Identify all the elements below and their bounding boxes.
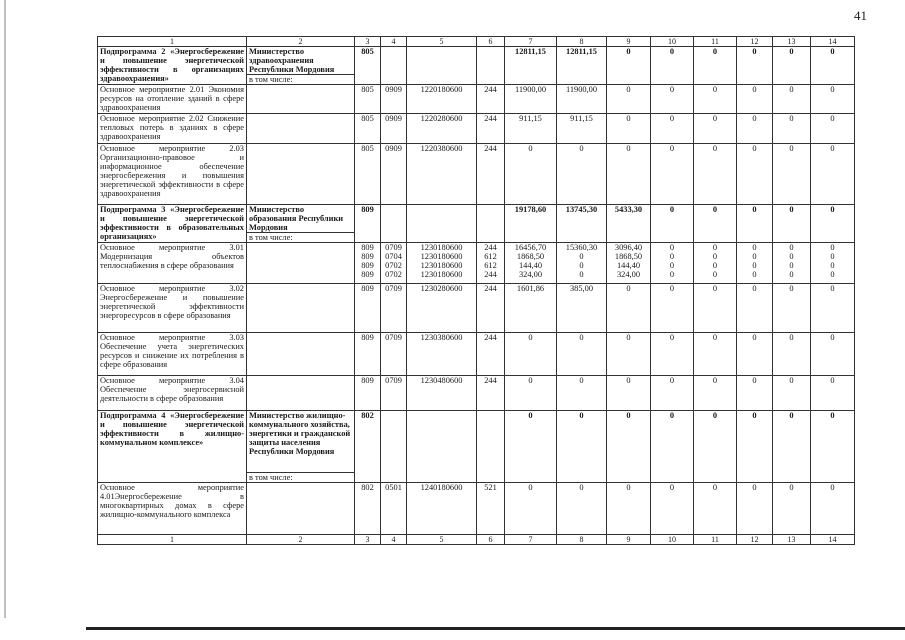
column-number-cell: 8 — [557, 535, 607, 545]
value-col-12: 0 — [737, 376, 773, 411]
value-col-10: 0 — [651, 284, 694, 333]
value-col-5 — [407, 411, 477, 483]
value-col-5: 1220380600 — [407, 144, 477, 205]
value-col-3: 805 — [355, 144, 381, 205]
value-col-5: 1230480600 — [407, 376, 477, 411]
column-number-cell: 6 — [477, 535, 505, 545]
value-col-8: 0 — [557, 483, 607, 535]
column-number-cell: 3 — [355, 535, 381, 545]
value-col-11: 0 — [694, 47, 737, 85]
value-col-7: 911,15 — [505, 114, 557, 144]
activity-name: Основное мероприятие 4.01Энергосбережение в многоквартирных домах в сфере жилищно-коммунального комплекса — [98, 483, 247, 535]
activity-name: Основное мероприятие 2.02 Снижение тепловых потерь в зданиях в сфере здравоохранения — [98, 114, 247, 144]
value-col-9: 0 — [607, 85, 651, 114]
value-col-4: 0501 — [381, 483, 407, 535]
column-number-cell: 4 — [381, 535, 407, 545]
value-col-6: 244 — [477, 333, 505, 376]
value-col-10: 0 — [651, 411, 694, 483]
value-col-14: 0 — [811, 47, 855, 85]
value-col-7: 11900,00 — [505, 85, 557, 114]
value-col-8: 15360,30 0 0 0 — [557, 243, 607, 284]
column-number-cell: 1 — [98, 37, 247, 47]
value-col-12: 0 — [737, 333, 773, 376]
activity-name: Основное мероприятие 3.01 Модернизация объектов теплоснабжения в сфере образования — [98, 243, 247, 284]
value-col-13: 0 0 0 0 — [773, 243, 811, 284]
value-col-5 — [407, 47, 477, 85]
column-number-cell: 7 — [505, 37, 557, 47]
column-number-cell: 9 — [607, 535, 651, 545]
value-col-11: 0 — [694, 411, 737, 483]
activity-row — [98, 333, 855, 376]
value-col-10: 0 — [651, 333, 694, 376]
value-col-8: 0 — [557, 411, 607, 483]
value-col-7: 0 — [505, 333, 557, 376]
value-col-12: 0 0 0 0 — [737, 243, 773, 284]
scan-left-edge — [4, 0, 6, 640]
responsible-executor: Министерство здравоохранения Республики Мордовия — [247, 47, 355, 75]
value-col-9: 0 — [607, 483, 651, 535]
value-col-9: 0 — [607, 144, 651, 205]
value-col-9: 0 — [607, 376, 651, 411]
column-number-cell: 2 — [247, 37, 355, 47]
value-col-9: 3096,40 1868,50 144,40 324,00 — [607, 243, 651, 284]
column-number-cell: 11 — [694, 37, 737, 47]
value-col-6: 521 — [477, 483, 505, 535]
column-number-cell: 14 — [811, 535, 855, 545]
column-number-cell: 1 — [98, 535, 247, 545]
value-col-3: 802 — [355, 411, 381, 483]
subprogram-name: Подпрограмма 4 «Энергосбережение и повышение энергетической эффективности в жилищно-коммунальном комплексе» — [98, 411, 247, 483]
value-col-12: 0 — [737, 284, 773, 333]
value-col-5: 1230180600 1230180600 1230180600 1230180600 — [407, 243, 477, 284]
value-col-3: 809 — [355, 333, 381, 376]
value-col-10: 0 — [651, 47, 694, 85]
column-number-cell: 2 — [247, 535, 355, 545]
value-col-4 — [381, 411, 407, 483]
activity-name: Основное мероприятие 3.04 Обеспечение энергосервисной деятельности в сфере образования — [98, 376, 247, 411]
value-col-4 — [381, 47, 407, 85]
value-col-3: 809 — [355, 205, 381, 243]
column-number-cell: 8 — [557, 37, 607, 47]
column-number-cell: 12 — [737, 37, 773, 47]
value-col-9: 0 — [607, 47, 651, 85]
value-col-6: 244 — [477, 376, 505, 411]
activity-row — [98, 144, 855, 205]
value-col-9: 0 — [607, 333, 651, 376]
value-col-3: 809 809 809 809 — [355, 243, 381, 284]
value-col-8: 911,15 — [557, 114, 607, 144]
value-col-6 — [477, 47, 505, 85]
responsible-executor: Министерство жилищно-коммунального хозяйства, энергетики и гражданской защиты населения Республики Мордовия — [247, 411, 355, 473]
subprogram-row — [98, 205, 855, 233]
column-number-cell: 13 — [773, 535, 811, 545]
responsible-executor: Министерство образования Республики Мордовия — [247, 205, 355, 233]
value-col-11: 0 — [694, 483, 737, 535]
value-col-14: 0 — [811, 376, 855, 411]
value-col-8: 385,00 — [557, 284, 607, 333]
column-number-cell: 12 — [737, 535, 773, 545]
value-col-11: 0 — [694, 333, 737, 376]
value-col-5: 1220280600 — [407, 114, 477, 144]
responsible-executor — [247, 144, 355, 205]
column-number-cell: 11 — [694, 535, 737, 545]
including-label: в том числе: — [247, 233, 355, 243]
value-col-12: 0 — [737, 85, 773, 114]
value-col-13: 0 — [773, 144, 811, 205]
column-number-cell: 5 — [407, 535, 477, 545]
value-col-3: 809 — [355, 376, 381, 411]
value-col-14: 0 — [811, 483, 855, 535]
activity-row — [98, 376, 855, 411]
responsible-executor — [247, 85, 355, 114]
value-col-14: 0 — [811, 85, 855, 114]
value-col-10: 0 — [651, 483, 694, 535]
value-col-14: 0 — [811, 333, 855, 376]
scan-bottom-border — [0, 618, 905, 640]
value-col-3: 805 — [355, 114, 381, 144]
value-col-14: 0 — [811, 411, 855, 483]
value-col-12: 0 — [737, 483, 773, 535]
value-col-13: 0 — [773, 376, 811, 411]
value-col-6 — [477, 205, 505, 243]
value-col-12: 0 — [737, 144, 773, 205]
value-col-11: 0 0 0 0 — [694, 243, 737, 284]
value-col-5: 1230280600 — [407, 284, 477, 333]
value-col-11: 0 — [694, 205, 737, 243]
value-col-4: 0709 — [381, 333, 407, 376]
activity-name: Основное мероприятие 2.03 Организационно-правовое и информационное обеспечение энергосбережения и повышения энергетической эффективности в сфере здравоохранения — [98, 144, 247, 205]
responsible-executor — [247, 483, 355, 535]
value-col-7: 0 — [505, 376, 557, 411]
activity-name: Основное мероприятие 3.03 Обеспечение учета энергетических ресурсов и снижение их потребления в сфере образования — [98, 333, 247, 376]
value-col-14: 0 — [811, 144, 855, 205]
value-col-9: 0 — [607, 284, 651, 333]
responsible-executor — [247, 243, 355, 284]
value-col-11: 0 — [694, 144, 737, 205]
budget-table — [97, 36, 855, 545]
column-number-cell: 10 — [651, 37, 694, 47]
column-number-header — [98, 37, 855, 47]
subprogram-row — [98, 411, 855, 473]
column-number-cell: 9 — [607, 37, 651, 47]
subprogram-name: Подпрограмма 3 «Энергосбережение и повышение энергетической эффективности в образовательных организациях» — [98, 205, 247, 243]
value-col-12: 0 — [737, 114, 773, 144]
value-col-5: 1240180600 — [407, 483, 477, 535]
value-col-4 — [381, 205, 407, 243]
value-col-7: 0 — [505, 483, 557, 535]
value-col-9: 5433,30 — [607, 205, 651, 243]
value-col-7: 0 — [505, 144, 557, 205]
value-col-12: 0 — [737, 205, 773, 243]
column-number-cell: 6 — [477, 37, 505, 47]
value-col-8: 12811,15 — [557, 47, 607, 85]
subprogram-name: Подпрограмма 2 «Энергосбережение и повышение энергетической эффективности в организациях здравоохранения» — [98, 47, 247, 85]
responsible-executor — [247, 114, 355, 144]
value-col-10: 0 0 0 0 — [651, 243, 694, 284]
value-col-7: 16456,70 1868,50 144,40 324,00 — [505, 243, 557, 284]
value-col-3: 809 — [355, 284, 381, 333]
activity-name: Основное мероприятие 2.01 Экономия ресурсов на отопление зданий в сфере здравоохранения — [98, 85, 247, 114]
value-col-6: 244 — [477, 284, 505, 333]
value-col-13: 0 — [773, 47, 811, 85]
value-col-4: 0709 — [381, 376, 407, 411]
value-col-3: 805 — [355, 85, 381, 114]
value-col-14: 0 — [811, 284, 855, 333]
column-number-cell: 10 — [651, 535, 694, 545]
value-col-6: 244 — [477, 85, 505, 114]
value-col-11: 0 — [694, 85, 737, 114]
column-number-footer — [98, 535, 855, 545]
value-col-5 — [407, 205, 477, 243]
value-col-6: 244 612 612 244 — [477, 243, 505, 284]
value-col-11: 0 — [694, 284, 737, 333]
value-col-10: 0 — [651, 114, 694, 144]
value-col-11: 0 — [694, 114, 737, 144]
responsible-executor — [247, 333, 355, 376]
value-col-14: 0 — [811, 114, 855, 144]
activity-row — [98, 85, 855, 114]
value-col-5: 1230380600 — [407, 333, 477, 376]
value-col-10: 0 — [651, 85, 694, 114]
value-col-7: 19178,60 — [505, 205, 557, 243]
value-col-8: 0 — [557, 376, 607, 411]
value-col-13: 0 — [773, 333, 811, 376]
value-col-11: 0 — [694, 376, 737, 411]
activity-row — [98, 114, 855, 144]
value-col-14: 0 0 0 0 — [811, 243, 855, 284]
column-number-cell: 13 — [773, 37, 811, 47]
activity-row — [98, 483, 855, 535]
subprogram-row — [98, 47, 855, 75]
value-col-3: 805 — [355, 47, 381, 85]
value-col-8: 0 — [557, 144, 607, 205]
value-col-3: 802 — [355, 483, 381, 535]
including-label: в том числе: — [247, 473, 355, 483]
value-col-13: 0 — [773, 85, 811, 114]
column-number-cell: 7 — [505, 535, 557, 545]
value-col-6: 244 — [477, 144, 505, 205]
value-col-14: 0 — [811, 205, 855, 243]
responsible-executor — [247, 376, 355, 411]
value-col-10: 0 — [651, 376, 694, 411]
value-col-9: 0 — [607, 114, 651, 144]
activity-row — [98, 243, 855, 284]
column-number-cell: 3 — [355, 37, 381, 47]
value-col-13: 0 — [773, 284, 811, 333]
value-col-7: 1601,86 — [505, 284, 557, 333]
value-col-4: 0709 — [381, 284, 407, 333]
column-number-cell: 5 — [407, 37, 477, 47]
value-col-6: 244 — [477, 114, 505, 144]
activity-row — [98, 284, 855, 333]
value-col-13: 0 — [773, 483, 811, 535]
page-number: 41 — [854, 8, 867, 23]
activity-name: Основное мероприятие 3.02 Энергосбережение и повышение энергетической эффективности энергоресурсов в сфере образования — [98, 284, 247, 333]
value-col-7: 12811,15 — [505, 47, 557, 85]
column-number-cell: 4 — [381, 37, 407, 47]
value-col-4: 0709 0704 0702 0702 — [381, 243, 407, 284]
value-col-12: 0 — [737, 411, 773, 483]
value-col-5: 1220180600 — [407, 85, 477, 114]
value-col-8: 0 — [557, 333, 607, 376]
value-col-12: 0 — [737, 47, 773, 85]
including-label: в том числе: — [247, 75, 355, 85]
value-col-10: 0 — [651, 144, 694, 205]
value-col-13: 0 — [773, 411, 811, 483]
value-col-8: 13745,30 — [557, 205, 607, 243]
value-col-4: 0909 — [381, 144, 407, 205]
value-col-9: 0 — [607, 411, 651, 483]
value-col-13: 0 — [773, 114, 811, 144]
value-col-4: 0909 — [381, 114, 407, 144]
value-col-4: 0909 — [381, 85, 407, 114]
value-col-7: 0 — [505, 411, 557, 483]
column-number-cell: 14 — [811, 37, 855, 47]
value-col-8: 11900,00 — [557, 85, 607, 114]
value-col-10: 0 — [651, 205, 694, 243]
value-col-6 — [477, 411, 505, 483]
value-col-13: 0 — [773, 205, 811, 243]
responsible-executor — [247, 284, 355, 333]
